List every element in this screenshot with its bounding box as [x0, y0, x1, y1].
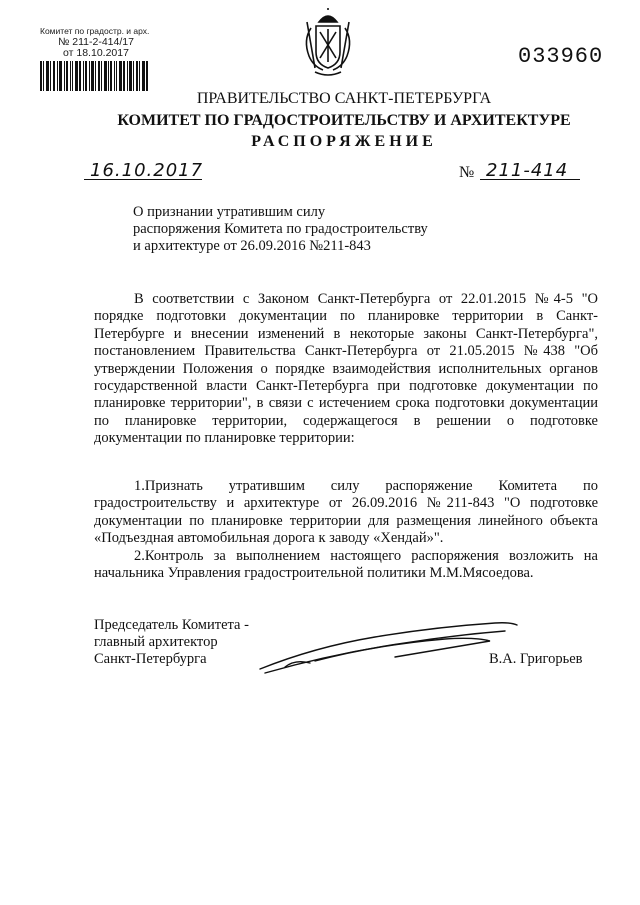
document-type-title: РАСПОРЯЖЕНИЕ — [251, 133, 437, 150]
stamp-reg-number: № 211-2-414/17 — [58, 36, 134, 48]
handwritten-number: 211-414 — [486, 160, 569, 181]
preamble-paragraph: В соответствии с Законом Санкт-Петербурга от 22.01.2015 №4-5 "О порядке подготовки документации по планировке территории в Санкт-Петербурге и внесении изменений в некоторые законы Санкт-Петербурга", постановлением Правительства Санкт-Петербурга от 21.05.2015 №438 "Об утверждении Положения о порядке взаимодействия исполнительных органов государственной власти Санкт-Петербурга при подготовке документации по планировке территории", в связи с истечением срока подготовки документации по планировке территории, содержащегося в решении о подготовке документации по планировке территории: — [94, 291, 598, 447]
registration-stamp — [40, 26, 152, 91]
stamp-reg-date: от 18.10.2017 — [63, 47, 129, 59]
coat-of-arms-icon — [301, 8, 355, 78]
committee-title: КОМИТЕТ ПО ГРАДОСТРОИТЕЛЬСТВУ И АРХИТЕКТУРЕ — [117, 112, 571, 129]
handwritten-date: 16.10.2017 — [90, 160, 204, 181]
subject-line: и архитектуре от 26.09.2016 №211-843 — [133, 238, 371, 254]
stamp-committee-line: Комитет по градостр. и арх. — [40, 26, 150, 36]
government-title: ПРАВИТЕЛЬСТВО САНКТ-ПЕТЕРБУРГА — [196, 90, 492, 107]
handwritten-signature — [255, 617, 525, 677]
position-line: Председатель Комитета - — [94, 617, 249, 633]
item-2-paragraph: 2.Контроль за выполнением настоящего распоряжения возложить на начальника Управления градостроительной политики М.М.Мясоедова. — [94, 548, 598, 582]
position-line: главный архитектор — [94, 634, 218, 650]
subject-line: О признании утратившим силу — [133, 204, 326, 220]
item-1-paragraph: 1.Признать утратившим силу распоряжение Комитета по градостроительству и архитектуре от 26.09.2016 №211-843 "О подготовке документации по планировке территории для размещения линейного объекта «Подъездная автомобильная дорога к заводу «Хендай»". — [94, 478, 598, 547]
signatory-name: В.А. Григорьев — [489, 651, 583, 667]
barcode — [40, 61, 148, 91]
document-serial-number: 033960 — [518, 44, 604, 69]
number-underline — [480, 179, 580, 180]
number-sign: № — [459, 164, 475, 181]
document-subject — [133, 204, 428, 255]
date-underline — [84, 179, 202, 180]
subject-line: распоряжения Комитета по градостроительству — [133, 221, 428, 237]
signatory-position — [94, 617, 249, 668]
position-line: Санкт-Петербурга — [94, 651, 207, 667]
